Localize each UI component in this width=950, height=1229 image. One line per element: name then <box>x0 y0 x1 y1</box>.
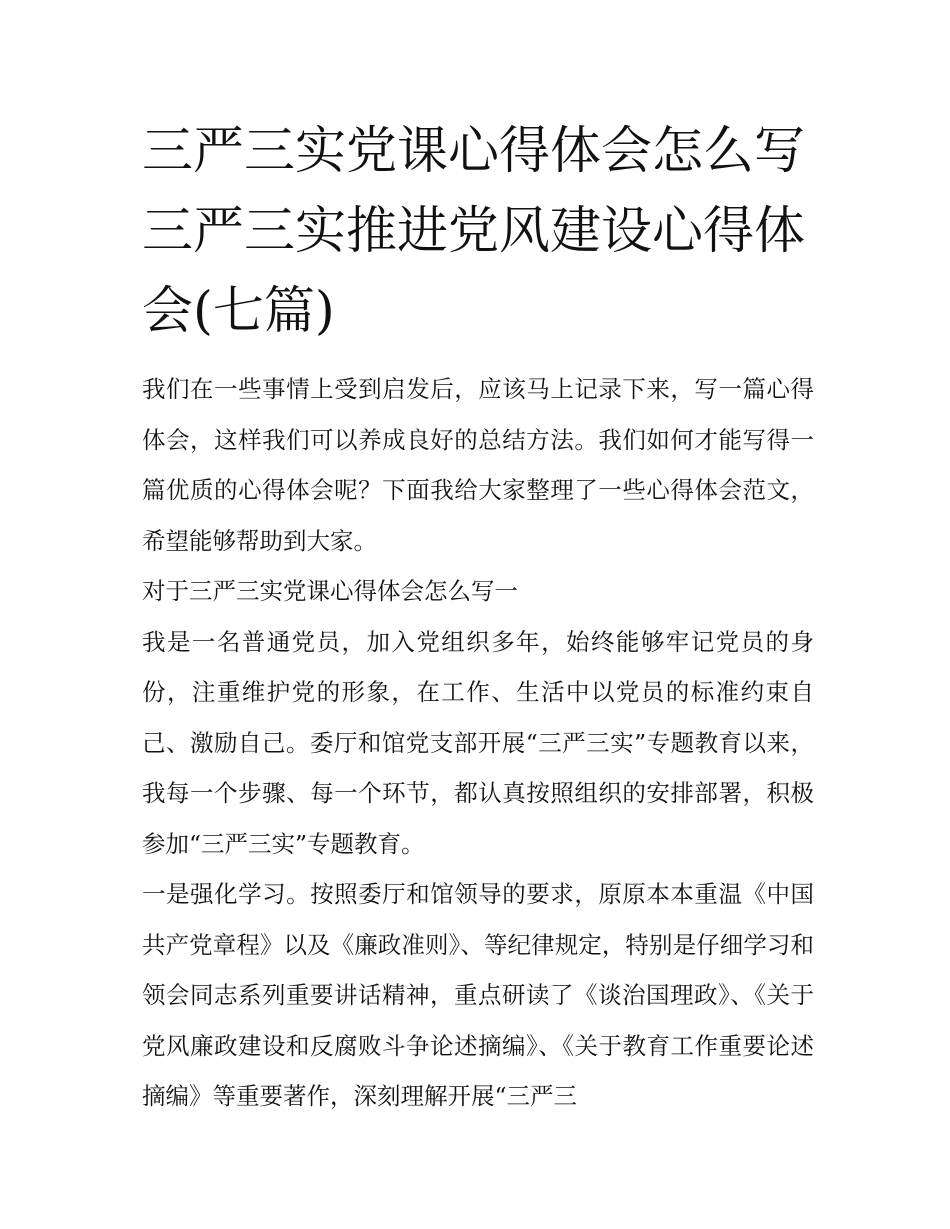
section-heading: 对于三严三实党课心得体会怎么写一 <box>142 577 518 605</box>
document-title: 三严三实党课心得体会怎么写三严三实推进党风建设心得体会(七篇) <box>142 122 806 341</box>
document-body <box>142 112 814 1122</box>
body-paragraph: 一是强化学习。按照委厅和馆领导的要求，原原本本重温《中国共产党章程》以及《廉政准则》、等纪律规定，特别是仔细学习和领会同志系列重要讲话精神，重点研读了《谈治国理政》、《关于党风廉政建设和反腐败斗争论述摘编》、《关于教育工作重要论述摘编》等重要著作，深刻理解开展“三严三 <box>142 880 814 1110</box>
body-paragraph: 我是一名普通党员，加入党组织多年，始终能够牢记党员的身份，注重维护党的形象，在工作、生活中以党员的标准约束自己、激励自己。委厅和馆党支部开展“三严三实”专题教育以来，我每一个步骤、每一个环节，都认真按照组织的安排部署，积极参加“三严三实”专题教育。 <box>142 627 814 858</box>
intro-paragraph: 我们在一些事情上受到启发后，应该马上记录下来，写一篇心得体会，这样我们可以养成良好的总结方法。我们如何才能写得一篇优质的心得体会呢？下面我给大家整理了一些心得体会范文，希望能够帮助到大家。 <box>142 375 814 555</box>
title-block <box>142 112 814 352</box>
